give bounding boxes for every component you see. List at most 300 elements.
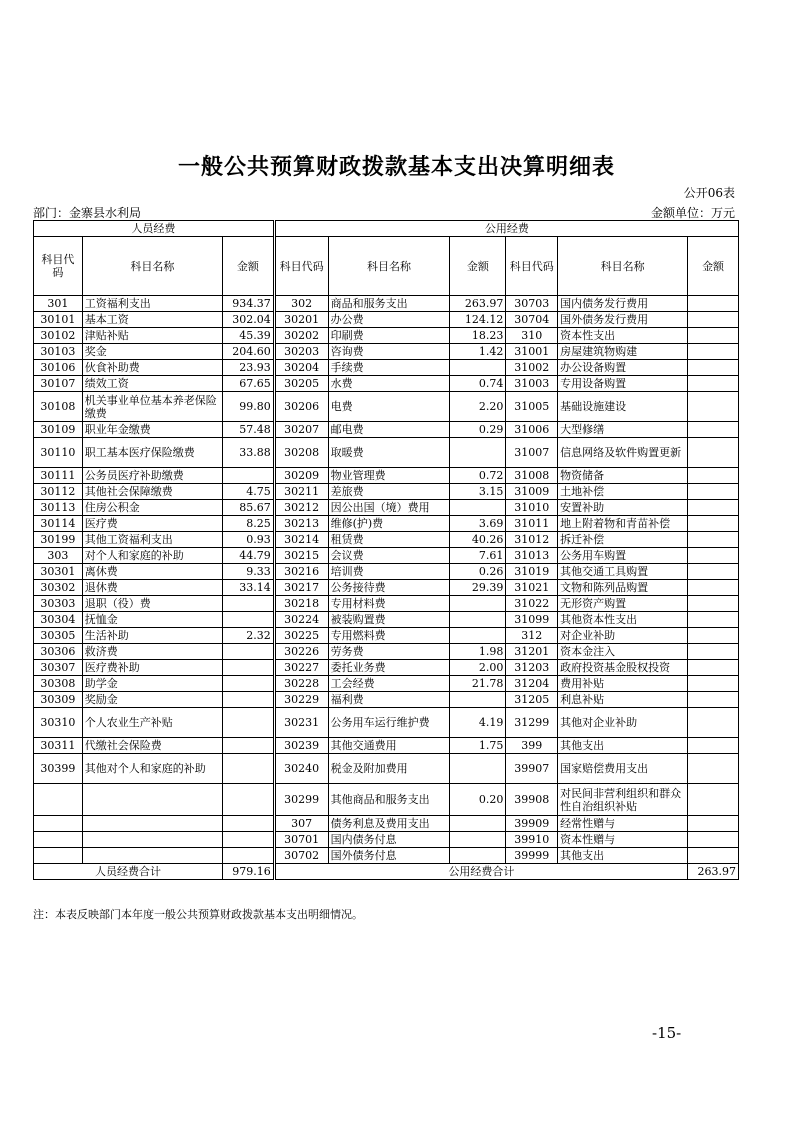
name-cell: 安置补助 <box>558 500 688 516</box>
amount-cell: 57.48 <box>222 422 274 438</box>
amount-cell <box>450 754 506 784</box>
amount-cell: 934.37 <box>222 296 274 312</box>
name-cell: 电费 <box>328 392 450 422</box>
code-cell: 31012 <box>506 532 558 548</box>
amount-cell <box>688 660 739 676</box>
personnel-total-value: 979.16 <box>222 864 274 880</box>
code-cell: 31019 <box>506 564 558 580</box>
name-cell: 水费 <box>328 376 450 392</box>
amount-cell: 9.33 <box>222 564 274 580</box>
amount-cell <box>222 754 274 784</box>
code-cell: 30110 <box>34 438 83 468</box>
name-cell: 对个人和家庭的补助 <box>82 548 222 564</box>
code-cell: 30101 <box>34 312 83 328</box>
name-cell: 取暖费 <box>328 438 450 468</box>
amount-cell <box>222 468 274 484</box>
col-header-code: 科目代码 <box>34 237 83 296</box>
amount-cell <box>688 676 739 692</box>
name-cell: 福利费 <box>328 692 450 708</box>
code-cell: 30226 <box>274 644 328 660</box>
name-cell <box>82 848 222 864</box>
code-cell: 30304 <box>34 612 83 628</box>
table-row <box>34 784 739 816</box>
amount-cell: 3.15 <box>450 484 506 500</box>
name-cell: 其他支出 <box>558 848 688 864</box>
table-row <box>34 816 739 832</box>
amount-cell <box>222 708 274 738</box>
code-cell: 31099 <box>506 612 558 628</box>
table-row <box>34 580 739 596</box>
code-cell: 30107 <box>34 376 83 392</box>
name-cell: 咨询费 <box>328 344 450 360</box>
table-row <box>34 708 739 738</box>
code-cell: 31008 <box>506 468 558 484</box>
amount-cell <box>688 392 739 422</box>
name-cell: 其他资本性支出 <box>558 612 688 628</box>
name-cell: 办公费 <box>328 312 450 328</box>
code-cell: 31010 <box>506 500 558 516</box>
amount-cell: 263.97 <box>450 296 506 312</box>
code-cell: 39907 <box>506 754 558 784</box>
amount-cell: 29.39 <box>450 580 506 596</box>
code-cell: 31022 <box>506 596 558 612</box>
name-cell: 委托业务费 <box>328 660 450 676</box>
code-cell: 30106 <box>34 360 83 376</box>
amount-cell: 204.60 <box>222 344 274 360</box>
header-row-columns <box>34 237 739 296</box>
code-cell: 310 <box>506 328 558 344</box>
name-cell: 手续费 <box>328 360 450 376</box>
name-cell: 其他商品和服务支出 <box>328 784 450 816</box>
public-total-label: 公用经费合计 <box>274 864 687 880</box>
code-cell: 31007 <box>506 438 558 468</box>
code-cell: 30302 <box>34 580 83 596</box>
name-cell: 公务员医疗补助缴费 <box>82 468 222 484</box>
amount-cell <box>688 468 739 484</box>
name-cell: 基本工资 <box>82 312 222 328</box>
code-cell: 31021 <box>506 580 558 596</box>
code-cell: 31003 <box>506 376 558 392</box>
code-cell: 30702 <box>274 848 328 864</box>
code-cell: 30102 <box>34 328 83 344</box>
code-cell: 30224 <box>274 612 328 628</box>
name-cell: 助学金 <box>82 676 222 692</box>
code-cell: 312 <box>506 628 558 644</box>
name-cell: 工资福利支出 <box>82 296 222 312</box>
amount-cell <box>450 438 506 468</box>
name-cell: 公务用车运行维护费 <box>328 708 450 738</box>
table-row <box>34 628 739 644</box>
table-row <box>34 738 739 754</box>
name-cell: 离休费 <box>82 564 222 580</box>
amount-cell: 0.72 <box>450 468 506 484</box>
name-cell: 专用材料费 <box>328 596 450 612</box>
name-cell: 伙食补助费 <box>82 360 222 376</box>
code-cell: 30208 <box>274 438 328 468</box>
code-cell: 30202 <box>274 328 328 344</box>
name-cell: 职业年金缴费 <box>82 422 222 438</box>
expenditure-table <box>33 220 739 880</box>
name-cell: 绩效工资 <box>82 376 222 392</box>
amount-cell <box>688 312 739 328</box>
code-cell: 31013 <box>506 548 558 564</box>
name-cell: 土地补偿 <box>558 484 688 500</box>
name-cell: 抚恤金 <box>82 612 222 628</box>
name-cell: 费用补贴 <box>558 676 688 692</box>
table-row <box>34 376 739 392</box>
name-cell: 劳务费 <box>328 644 450 660</box>
code-cell: 30212 <box>274 500 328 516</box>
table-row <box>34 692 739 708</box>
amount-cell: 44.79 <box>222 548 274 564</box>
code-cell: 30701 <box>274 832 328 848</box>
code-cell: 39999 <box>506 848 558 864</box>
code-cell: 30112 <box>34 484 83 500</box>
amount-cell <box>450 832 506 848</box>
amount-cell: 67.65 <box>222 376 274 392</box>
code-cell: 30311 <box>34 738 83 754</box>
code-cell: 39910 <box>506 832 558 848</box>
code-cell: 30240 <box>274 754 328 784</box>
name-cell: 机关事业单位基本养老保险缴费 <box>82 392 222 422</box>
name-cell: 其他工资福利支出 <box>82 532 222 548</box>
amount-cell <box>450 596 506 612</box>
code-cell: 31205 <box>506 692 558 708</box>
col-header-code: 科目代码 <box>506 237 558 296</box>
code-cell: 30227 <box>274 660 328 676</box>
amount-cell <box>688 422 739 438</box>
code-cell: 30216 <box>274 564 328 580</box>
amount-cell: 85.67 <box>222 500 274 516</box>
code-cell: 303 <box>34 548 83 564</box>
code-cell: 30207 <box>274 422 328 438</box>
amount-cell <box>688 376 739 392</box>
amount-cell <box>688 816 739 832</box>
code-cell: 31204 <box>506 676 558 692</box>
amount-cell <box>688 628 739 644</box>
amount-cell: 99.80 <box>222 392 274 422</box>
amount-cell <box>688 612 739 628</box>
name-cell: 生活补助 <box>82 628 222 644</box>
name-cell <box>82 832 222 848</box>
name-cell: 商品和服务支出 <box>328 296 450 312</box>
table-row <box>34 328 739 344</box>
code-cell: 30228 <box>274 676 328 692</box>
amount-cell: 1.98 <box>450 644 506 660</box>
table-row <box>34 564 739 580</box>
personnel-header: 人员经费 <box>34 221 275 237</box>
code-cell: 30109 <box>34 422 83 438</box>
name-cell: 公务接待费 <box>328 580 450 596</box>
table-row <box>34 516 739 532</box>
name-cell: 退休费 <box>82 580 222 596</box>
code-cell: 30305 <box>34 628 83 644</box>
amount-cell <box>450 692 506 708</box>
name-cell: 津贴补贴 <box>82 328 222 344</box>
name-cell: 差旅费 <box>328 484 450 500</box>
personnel-total-label: 人员经费合计 <box>34 864 223 880</box>
amount-cell <box>222 660 274 676</box>
code-cell: 30203 <box>274 344 328 360</box>
amount-cell: 33.88 <box>222 438 274 468</box>
table-row <box>34 848 739 864</box>
code-cell: 399 <box>506 738 558 754</box>
code-cell: 31011 <box>506 516 558 532</box>
name-cell: 税金及附加费用 <box>328 754 450 784</box>
name-cell: 被装购置费 <box>328 612 450 628</box>
code-cell: 302 <box>274 296 328 312</box>
code-cell: 30108 <box>34 392 83 422</box>
name-cell: 邮电费 <box>328 422 450 438</box>
amount-cell <box>222 644 274 660</box>
amount-cell <box>688 784 739 816</box>
code-cell: 30204 <box>274 360 328 376</box>
name-cell: 会议费 <box>328 548 450 564</box>
amount-cell: 0.93 <box>222 532 274 548</box>
amount-cell <box>688 596 739 612</box>
amount-cell: 2.20 <box>450 392 506 422</box>
amount-cell <box>688 754 739 784</box>
amount-cell: 124.12 <box>450 312 506 328</box>
table-row <box>34 422 739 438</box>
name-cell: 对企业补助 <box>558 628 688 644</box>
name-cell <box>82 784 222 816</box>
amount-cell: 4.75 <box>222 484 274 500</box>
name-cell: 文物和陈列品购置 <box>558 580 688 596</box>
table-row <box>34 596 739 612</box>
name-cell: 维修(护)费 <box>328 516 450 532</box>
amount-cell <box>222 738 274 754</box>
table-row <box>34 644 739 660</box>
code-cell: 30215 <box>274 548 328 564</box>
name-cell: 国外债务发行费用 <box>558 312 688 328</box>
amount-cell <box>450 628 506 644</box>
code-cell: 39909 <box>506 816 558 832</box>
name-cell: 办公设备购置 <box>558 360 688 376</box>
amount-cell: 2.32 <box>222 628 274 644</box>
amount-cell <box>688 644 739 660</box>
name-cell: 其他交通费用 <box>328 738 450 754</box>
code-cell: 30111 <box>34 468 83 484</box>
amount-cell <box>688 344 739 360</box>
amount-cell <box>688 516 739 532</box>
name-cell: 租赁费 <box>328 532 450 548</box>
code-cell <box>34 848 83 864</box>
name-cell: 公务用车购置 <box>558 548 688 564</box>
name-cell: 个人农业生产补贴 <box>82 708 222 738</box>
amount-cell <box>688 580 739 596</box>
code-cell: 31006 <box>506 422 558 438</box>
totals-row <box>34 864 739 880</box>
amount-cell <box>688 692 739 708</box>
name-cell: 经常性赠与 <box>558 816 688 832</box>
amount-cell <box>688 438 739 468</box>
code-cell: 30209 <box>274 468 328 484</box>
amount-cell: 18.23 <box>450 328 506 344</box>
table-row <box>34 438 739 468</box>
name-cell: 房屋建筑物购建 <box>558 344 688 360</box>
name-cell: 对民间非营利组织和群众性自治组织补贴 <box>558 784 688 816</box>
header-row-groups <box>34 221 739 237</box>
table-row <box>34 832 739 848</box>
amount-cell <box>450 848 506 864</box>
col-header-amount: 金额 <box>688 237 739 296</box>
name-cell: 国家赔偿费用支出 <box>558 754 688 784</box>
amount-cell <box>222 676 274 692</box>
code-cell <box>34 784 83 816</box>
code-cell: 30309 <box>34 692 83 708</box>
code-cell: 30231 <box>274 708 328 738</box>
code-cell: 30310 <box>34 708 83 738</box>
table-row <box>34 344 739 360</box>
code-cell: 31001 <box>506 344 558 360</box>
col-header-name: 科目名称 <box>328 237 450 296</box>
code-cell: 31009 <box>506 484 558 500</box>
col-header-amount: 金额 <box>450 237 506 296</box>
code-cell: 31203 <box>506 660 558 676</box>
name-cell: 专用燃料费 <box>328 628 450 644</box>
name-cell: 住房公积金 <box>82 500 222 516</box>
code-cell: 30239 <box>274 738 328 754</box>
amount-cell <box>450 360 506 376</box>
table-row <box>34 296 739 312</box>
amount-cell: 3.69 <box>450 516 506 532</box>
table-code: 公开06表 <box>683 186 735 200</box>
amount-cell <box>222 816 274 832</box>
amount-cell <box>688 360 739 376</box>
code-cell: 30218 <box>274 596 328 612</box>
amount-cell <box>688 296 739 312</box>
name-cell: 大型修缮 <box>558 422 688 438</box>
code-cell: 30213 <box>274 516 328 532</box>
code-cell: 30299 <box>274 784 328 816</box>
name-cell: 其他对企业补助 <box>558 708 688 738</box>
name-cell: 其他社会保障缴费 <box>82 484 222 500</box>
amount-cell <box>688 548 739 564</box>
name-cell: 无形资产购置 <box>558 596 688 612</box>
name-cell: 资本性赠与 <box>558 832 688 848</box>
code-cell: 30211 <box>274 484 328 500</box>
code-cell: 30704 <box>506 312 558 328</box>
name-cell: 地上附着物和青苗补偿 <box>558 516 688 532</box>
amount-cell <box>222 692 274 708</box>
amount-cell <box>688 484 739 500</box>
amount-cell <box>688 500 739 516</box>
table-row <box>34 392 739 422</box>
code-cell: 30205 <box>274 376 328 392</box>
code-cell: 31005 <box>506 392 558 422</box>
amount-cell <box>450 816 506 832</box>
amount-cell <box>688 564 739 580</box>
code-cell: 30114 <box>34 516 83 532</box>
page-title: 一般公共预算财政拨款基本支出决算明细表 <box>177 154 615 180</box>
name-cell: 培训费 <box>328 564 450 580</box>
amount-cell: 1.75 <box>450 738 506 754</box>
code-cell: 30301 <box>34 564 83 580</box>
name-cell: 医疗费 <box>82 516 222 532</box>
table-row <box>34 360 739 376</box>
amount-cell: 4.19 <box>450 708 506 738</box>
amount-cell: 2.00 <box>450 660 506 676</box>
code-cell: 30199 <box>34 532 83 548</box>
table-row <box>34 468 739 484</box>
name-cell: 物资储备 <box>558 468 688 484</box>
name-cell: 代缴社会保险费 <box>82 738 222 754</box>
code-cell: 30308 <box>34 676 83 692</box>
amount-cell: 0.20 <box>450 784 506 816</box>
amount-cell: 23.93 <box>222 360 274 376</box>
name-cell: 资本金注入 <box>558 644 688 660</box>
table-row <box>34 312 739 328</box>
code-cell: 30399 <box>34 754 83 784</box>
name-cell: 国外债务付息 <box>328 848 450 864</box>
name-cell: 政府投资基金股权投资 <box>558 660 688 676</box>
amount-cell <box>222 848 274 864</box>
amount-cell <box>688 708 739 738</box>
amount-cell <box>222 612 274 628</box>
table-row <box>34 676 739 692</box>
code-cell: 30103 <box>34 344 83 360</box>
page-number: -15- <box>652 1024 682 1042</box>
amount-cell <box>450 612 506 628</box>
code-cell: 30225 <box>274 628 328 644</box>
code-cell: 31002 <box>506 360 558 376</box>
name-cell: 印刷费 <box>328 328 450 344</box>
code-cell: 39908 <box>506 784 558 816</box>
name-cell: 债务利息及费用支出 <box>328 816 450 832</box>
name-cell: 职工基本医疗保险缴费 <box>82 438 222 468</box>
amount-cell <box>688 738 739 754</box>
public-total-value: 263.97 <box>688 864 739 880</box>
name-cell: 奖金 <box>82 344 222 360</box>
amount-cell <box>222 784 274 816</box>
code-cell: 30306 <box>34 644 83 660</box>
amount-cell: 33.14 <box>222 580 274 596</box>
unit-label: 金额单位：万元 <box>650 206 735 220</box>
name-cell: 医疗费补助 <box>82 660 222 676</box>
table-row <box>34 532 739 548</box>
name-cell: 专用设备购置 <box>558 376 688 392</box>
name-cell: 因公出国（境）费用 <box>328 500 450 516</box>
code-cell: 30229 <box>274 692 328 708</box>
table-row <box>34 548 739 564</box>
public-header: 公用经费 <box>274 221 738 237</box>
amount-cell <box>222 596 274 612</box>
col-header-name: 科目名称 <box>82 237 222 296</box>
name-cell: 拆迁补偿 <box>558 532 688 548</box>
name-cell: 基础设施建设 <box>558 392 688 422</box>
name-cell: 国内债务发行费用 <box>558 296 688 312</box>
name-cell: 信息网络及软件购置更新 <box>558 438 688 468</box>
code-cell <box>34 832 83 848</box>
amount-cell: 7.61 <box>450 548 506 564</box>
name-cell: 其他交通工具购置 <box>558 564 688 580</box>
code-cell: 30113 <box>34 500 83 516</box>
code-cell: 30307 <box>34 660 83 676</box>
code-cell: 30206 <box>274 392 328 422</box>
table-note: 注：本表反映部门本年度一般公共预算财政拨款基本支出明细情况。 <box>33 908 363 921</box>
amount-cell <box>450 500 506 516</box>
amount-cell <box>688 848 739 864</box>
table-row <box>34 660 739 676</box>
amount-cell <box>688 832 739 848</box>
code-cell: 301 <box>34 296 83 312</box>
code-cell: 31299 <box>506 708 558 738</box>
amount-cell: 0.74 <box>450 376 506 392</box>
amount-cell: 302.04 <box>222 312 274 328</box>
name-cell: 国内债务付息 <box>328 832 450 848</box>
amount-cell: 1.42 <box>450 344 506 360</box>
